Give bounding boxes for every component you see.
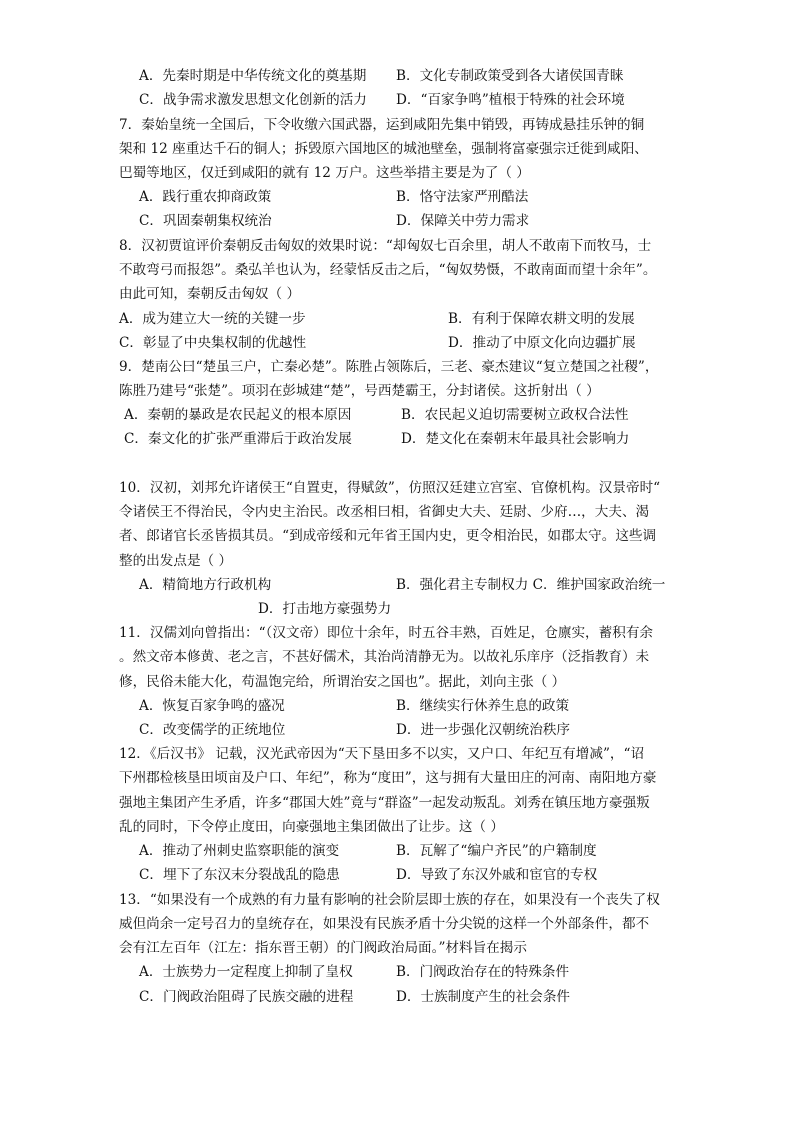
q9-stem-line-2: 陈胜乃建号“张楚”。项羽在彭城建“楚”，号西楚霸王，分封诸侯。这折射出（ ） (119, 383, 600, 399)
q11-stem-line-3: 修，民俗未能大化，苟温饱完给，所谓治安之国也”。据此，刘向主张（ ） (119, 674, 566, 690)
q9-option-a: A．秦朝的暴政是农民起义的根本原因 (124, 407, 352, 423)
q7-stem-line-2: 架和 12 座重达千石的铜人；拆毁原六国地区的城池壁垒，强制将富豪强宗迁徙到咸阳、 (119, 141, 648, 157)
q13-stem-line-3: 会有江左百年（江左：指东晋王朝）的门阀政治局面。”材料旨在揭示 (119, 940, 527, 956)
q6-option-d: D．“百家争鸣”植根于特殊的社会环境 (396, 92, 625, 108)
q10-stem-line-4: 整的出发点是（ ） (119, 553, 233, 569)
q11-option-b: B．继续实行休养生息的政策 (396, 698, 570, 714)
q8-stem-line-2: 不敢弯弓而报怨”。桑弘羊也认为，经蒙恬反击之后，“匈奴势慑，不敢南面而望十余年”。 (119, 262, 657, 278)
q12-option-a: A．推动了州刺史监察职能的演变 (139, 843, 340, 859)
q13-stem-line-2: 威但尚余一定号召力的皇统存在，如果没有民族矛盾十分尖锐的这样一个外部条件，都不 (119, 916, 650, 932)
q10-option-d: D．打击地方豪强势力 (258, 601, 392, 617)
q11-stem-line-1: 11．汉儒刘向曾指出：“（汉文帝）即位十余年，时五谷丰熟，百姓足，仓廪实，蓄积有余 (119, 625, 654, 641)
q7-stem-line-1: 7．秦始皇统一全国后，下令收缴六国武器，运到咸阳先集中销毁，再铸成悬挂乐钟的铜 (119, 117, 645, 133)
q8-stem-line-1: 8．汉初贾谊评价秦朝反击匈奴的效果时说：“却匈奴七百余里，胡人不敢南下而牧马，士 (119, 238, 652, 254)
q9-stem-line-1: 9．楚南公曰“楚虽三户，亡秦必楚”。陈胜占领陈后，三老、豪杰建议“复立楚国之社稷”， (119, 359, 659, 375)
q12-option-d: D．导致了东汉外戚和宦官的专权 (396, 867, 598, 883)
q13-stem-line-1: 13．“如果没有一个成熟的有力量有影响的社会阶层即士族的存在，如果没有一个丧失了权 (119, 892, 660, 908)
q8-option-d: D．推动了中原文化向边疆扩展 (448, 335, 636, 351)
q11-option-d: D．进一步强化汉朝统治秩序 (396, 722, 571, 738)
q7-stem-line-3: 巴蜀等地区，仅迁到咸阳的就有 12 万户。这些举措主要是为了（ ） (119, 165, 530, 181)
q7-option-d: D．保障关中劳力需求 (396, 213, 530, 229)
q12-stem-line-1: 12．《后汉书》 记载，汉光武帝因为“天下垦田多不以实，又户口、年纪互有增减”，“诏 (119, 746, 645, 762)
q6-option-c: C．战争需求激发思想文化创新的活力 (139, 92, 367, 108)
q9-option-c: C．秦文化的扩张严重滞后于政治发展 (124, 431, 352, 447)
q11-option-a: A．恢复百家争鸣的盛况 (139, 698, 285, 714)
q7-option-c: C．巩固秦朝集权统治 (139, 213, 272, 229)
q12-stem-line-4: 乱的同时，下令停止度田，向豪强地主集团做出了让步。这（ ） (119, 819, 504, 835)
q13-option-c: C．门阀政治阻碍了民族交融的进程 (139, 989, 354, 1005)
q9-option-d: D．楚文化在秦朝末年最具社会影响力 (401, 431, 630, 447)
q6-option-b: B．文化专制政策受到各大诸侯国青睐 (396, 68, 624, 84)
q12-option-b: B．瓦解了“编户齐民”的户籍制度 (396, 843, 597, 859)
q13-option-d: D．士族制度产生的社会条件 (396, 989, 571, 1005)
q8-option-c: C．彰显了中央集权制的优越性 (119, 335, 307, 351)
q8-option-b: B．有利于保障农耕文明的发展 (448, 311, 635, 327)
q12-stem-line-3: 强地主集团产生矛盾，许多“郡国大姓”竟与“群盗”一起发动叛乱。刘秀在镇压地方豪强叛 (119, 795, 650, 811)
q10-option-b-c: B．强化君主专制权力 C．维护国家政治统一 (396, 577, 666, 593)
q12-stem-line-2: 下州郡检核垦田顷亩及户口、年纪”，称为“度田”，这与拥有大量田庄的河南、南阳地方豪 (119, 770, 657, 786)
q8-stem-line-3: 由此可知，秦朝反击匈奴（ ） (119, 286, 301, 302)
q7-option-a: A．践行重农抑商政策 (139, 189, 272, 205)
q10-stem-line-1: 10．汉初，刘邦允许诸侯王“自置吏，得赋敛”，仿照汉廷建立宫室、官僚机构。汉景帝时“ (119, 480, 661, 496)
q11-option-c: C．改变儒学的正统地位 (139, 722, 286, 738)
q10-stem-line-3: 者、郎诸官长丞皆损其员。“到成帝绥和元年省王国内史，更令相治民，如郡太守。这些调 (119, 528, 657, 544)
q13-option-b: B．门阀政治存在的特殊条件 (396, 964, 570, 980)
q9-option-b: B．农民起义迫切需要树立政权合法性 (401, 407, 629, 423)
q7-option-b: B．恪守法家严刑酷法 (396, 189, 529, 205)
q11-stem-line-2: 。然文帝本修黄、老之言，不甚好儒术，其治尚清静无为。以故礼乐庠序（泛指教育）未 (119, 649, 650, 665)
q6-option-a: A．先秦时期是中华传统文化的奠基期 (139, 68, 367, 84)
q8-option-a: A．成为建立大一统的关键一步 (119, 311, 306, 327)
q10-stem-line-2: 令诸侯王不得治民，令内史主治民。改丞相曰相，省御史大夫、廷尉、少府…，大夫、渴 (119, 504, 650, 520)
q10-option-a: A．精简地方行政机构 (139, 577, 272, 593)
q13-option-a: A．士族势力一定程度上抑制了皇权 (139, 964, 353, 980)
q12-option-c: C．埋下了东汉末分裂战乱的隐患 (139, 867, 340, 883)
